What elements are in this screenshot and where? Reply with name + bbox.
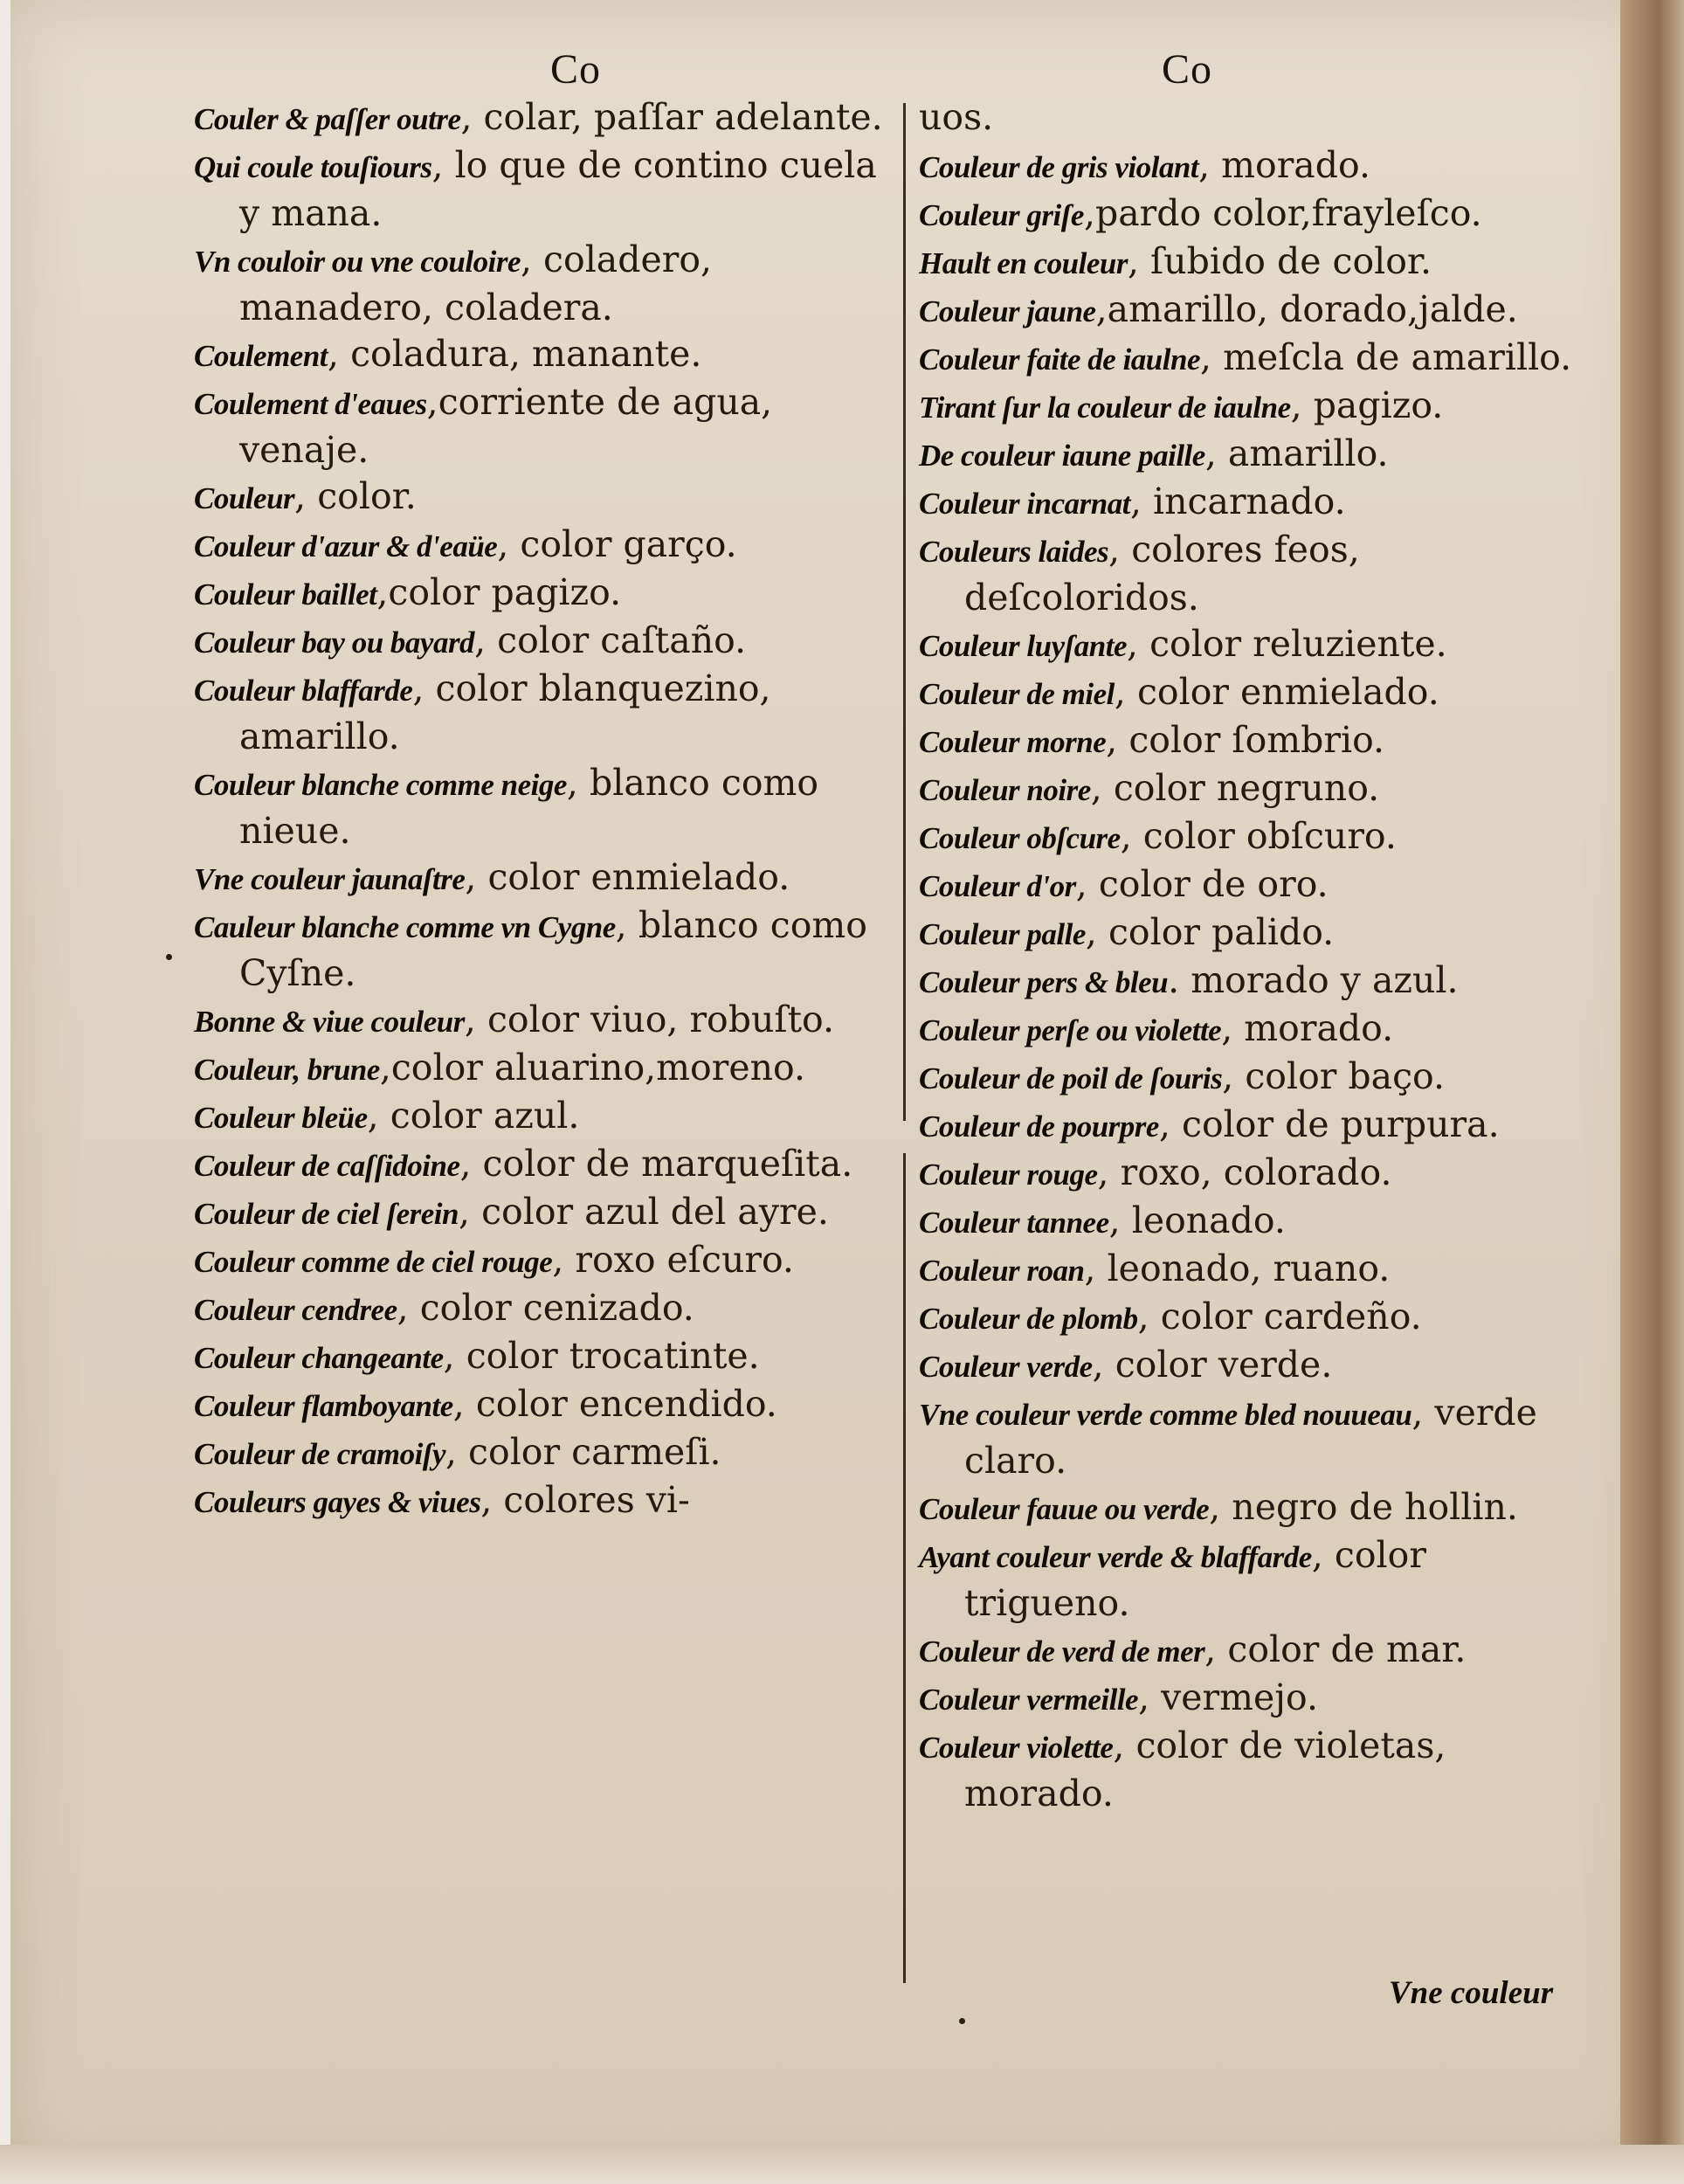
dictionary-entry bbox=[194, 522, 893, 570]
dictionary-entry bbox=[919, 909, 1602, 957]
dictionary-entry bbox=[194, 142, 893, 237]
dictionary-entry bbox=[194, 618, 893, 666]
entry-translation: , color trigueno. bbox=[964, 1534, 1426, 1624]
entry-translation: , color negruno. bbox=[1090, 767, 1380, 809]
entry-translation: , amarillo. bbox=[1204, 432, 1389, 474]
entry-translation: , morado. bbox=[1221, 1007, 1394, 1049]
dictionary-entry bbox=[919, 190, 1602, 238]
entry-translation: ,pardo color,frayleſco. bbox=[1083, 192, 1482, 234]
entry-translation: , meſcla de amarillo. bbox=[1200, 336, 1572, 378]
entry-translation: , lo que de contino cuela y mana. bbox=[239, 144, 877, 234]
dictionary-entry bbox=[919, 142, 1602, 190]
entry-term: Couleur de cramoiſy bbox=[194, 1437, 445, 1471]
entry-translation: , colar, paſſar adelante. bbox=[460, 96, 883, 138]
entry-translation: , verde claro. bbox=[964, 1392, 1537, 1482]
entry-translation: , color caſtaño. bbox=[474, 619, 747, 661]
dictionary-entry bbox=[194, 1093, 893, 1141]
entry-term: Couleur, brune bbox=[194, 1053, 380, 1087]
entry-translation: , color verde. bbox=[1092, 1344, 1333, 1386]
entry-term: Couleur d'or bbox=[919, 869, 1076, 903]
entry-term: Couleur tannee bbox=[919, 1206, 1109, 1240]
entry-term: Couleurs gayes & viues bbox=[194, 1485, 481, 1519]
entry-term: Couleur morne bbox=[919, 725, 1107, 759]
entry-term: Couleur luyſante bbox=[919, 629, 1128, 663]
entry-term: Couleur de verd de mer bbox=[919, 1635, 1205, 1669]
entry-translation: , color ſombrio. bbox=[1106, 719, 1385, 761]
entry-term: Couleur palle bbox=[919, 917, 1086, 951]
entry-term: Vne couleur jaunaſtre bbox=[194, 862, 466, 896]
dictionary-entry bbox=[919, 1723, 1602, 1817]
dictionary-entry bbox=[919, 1246, 1602, 1294]
right-column bbox=[919, 94, 1602, 1817]
dictionary-entry bbox=[919, 717, 1602, 765]
entry-term: Couleur flamboyante bbox=[194, 1389, 453, 1423]
dictionary-entry bbox=[919, 669, 1602, 717]
dictionary-entry bbox=[919, 861, 1602, 909]
entry-translation: , blanco como nieue. bbox=[239, 762, 819, 852]
dictionary-entry bbox=[919, 1294, 1602, 1342]
entry-term: Couleur de gris violant bbox=[919, 150, 1199, 184]
right-running-header: Co bbox=[1162, 46, 1213, 93]
entry-term: Coulement d'eaues bbox=[194, 387, 427, 421]
entry-term: Couleurs laides bbox=[919, 535, 1109, 569]
dictionary-entry bbox=[194, 1381, 893, 1429]
dictionary-entry bbox=[919, 957, 1602, 1006]
entry-term: Couleur changeante bbox=[194, 1341, 444, 1375]
dictionary-entry bbox=[919, 287, 1602, 335]
column-rule-upper bbox=[903, 103, 906, 1121]
left-running-header: Co bbox=[550, 46, 602, 93]
page-bottom-edge bbox=[0, 2145, 1684, 2184]
entry-term: Couleur blanche comme neige bbox=[194, 768, 567, 802]
entry-translation: , color de marqueſita. bbox=[459, 1143, 853, 1185]
entry-term: Couleur incarnat bbox=[919, 487, 1130, 521]
entry-translation: , color encendido. bbox=[452, 1383, 777, 1425]
entry-term: Qui coule touſiours bbox=[194, 150, 432, 184]
dictionary-entry bbox=[194, 1045, 893, 1093]
entry-translation: , color reluziente. bbox=[1127, 623, 1447, 665]
entry-translation: , color de mar. bbox=[1204, 1628, 1467, 1670]
entry-term: Couleur noire bbox=[919, 773, 1091, 807]
entry-translation: , pagizo. bbox=[1290, 384, 1444, 426]
catchword: Vne couleur bbox=[1389, 1975, 1554, 2011]
entry-term: Ayant couleur verde & blaffarde bbox=[919, 1540, 1312, 1574]
dictionary-entry bbox=[194, 854, 893, 902]
column-rule-lower bbox=[903, 1153, 906, 1983]
entry-translation: , color azul del ayre. bbox=[459, 1191, 829, 1233]
entry-term: Couleur baillet bbox=[194, 577, 377, 612]
entry-translation: , morado. bbox=[1198, 144, 1370, 186]
entry-term: Couleur de caſſidoine bbox=[194, 1149, 460, 1183]
entry-term: Cauleur blanche comme vn Cygne bbox=[194, 910, 616, 944]
dictionary-entry bbox=[919, 1006, 1602, 1054]
entry-term: Couleur pers & bleu bbox=[919, 965, 1169, 999]
entry-translation: ,amarillo, dorado,jalde. bbox=[1095, 288, 1518, 330]
entry-translation: , color de purpura. bbox=[1158, 1103, 1500, 1145]
entry-term: Couleur d'azur & d'eaüe bbox=[194, 529, 498, 563]
entry-term: Hault en couleur bbox=[919, 246, 1128, 280]
entry-translation: , vermejo. bbox=[1138, 1676, 1319, 1718]
entry-translation: ,color pagizo. bbox=[376, 571, 622, 613]
entry-term: Couleur de plomb bbox=[919, 1302, 1138, 1336]
entry-term: Couleur obſcure bbox=[919, 821, 1121, 855]
dictionary-entry bbox=[194, 1429, 893, 1477]
dictionary-entry bbox=[194, 902, 893, 997]
dictionary-entry bbox=[919, 1054, 1602, 1102]
dictionary-entry bbox=[919, 1102, 1602, 1150]
entry-term: Couleur verde bbox=[919, 1350, 1093, 1384]
entry-term: Couleur faite de iaulne bbox=[919, 342, 1200, 377]
entry-translation: , color garço. bbox=[497, 523, 737, 565]
entry-translation: , color palido. bbox=[1085, 911, 1335, 953]
entry-translation: ,corriente de agua, venaje. bbox=[239, 381, 773, 471]
entry-term: Couler & paſſer outre bbox=[194, 102, 461, 136]
entry-term: Couleur comme de ciel rouge bbox=[194, 1245, 553, 1279]
dictionary-entry bbox=[194, 473, 893, 522]
dictionary-entry bbox=[919, 238, 1602, 287]
entry-term: Couleur cendree bbox=[194, 1293, 397, 1327]
entry-translation: , color enmielado. bbox=[1114, 671, 1439, 713]
entry-term: Couleur griſe bbox=[919, 198, 1084, 232]
entry-translation: , colores feos, deſcoloridos. bbox=[964, 529, 1360, 619]
entry-term: Couleur blaffarde bbox=[194, 674, 413, 708]
entry-term: Coulement bbox=[194, 339, 328, 373]
entry-term: Couleur violette bbox=[919, 1731, 1114, 1765]
entry-translation: , color azul. bbox=[367, 1095, 580, 1137]
entry-term: Couleur de poil de ſouris bbox=[919, 1061, 1223, 1095]
dictionary-entry bbox=[919, 1532, 1602, 1627]
entry-translation: , color blanquezino, amarillo. bbox=[239, 667, 771, 757]
entry-term: Couleur bay ou bayard bbox=[194, 625, 475, 660]
entry-translation: , ſubido de color. bbox=[1127, 240, 1432, 282]
entry-term: Tirant ſur la couleur de iaulne bbox=[919, 390, 1291, 425]
dictionary-entry bbox=[919, 1342, 1602, 1390]
entry-translation: , color. bbox=[294, 475, 417, 517]
entry-translation: , roxo eſcuro. bbox=[552, 1239, 794, 1281]
dictionary-entry bbox=[194, 997, 893, 1045]
entry-term: Vne couleur verde comme bled nouueau bbox=[919, 1398, 1412, 1432]
entry-translation: , color de violetas, morado. bbox=[964, 1724, 1446, 1814]
dictionary-entry bbox=[919, 527, 1602, 621]
dictionary-entry bbox=[194, 1189, 893, 1237]
dictionary-entry bbox=[194, 1477, 893, 1525]
entry-term: Couleur fauue ou verde bbox=[919, 1492, 1210, 1526]
entry-translation: , color viuo, robuſto. bbox=[464, 999, 835, 1040]
entry-term: Vn couloir ou vne couloire bbox=[194, 245, 521, 279]
ink-speck bbox=[959, 2018, 965, 2024]
entry-term: De couleur iaune paille bbox=[919, 439, 1205, 473]
entry-translation: ,color aluarino,moreno. bbox=[379, 1047, 805, 1089]
entry-term: Couleur perſe ou violette bbox=[919, 1013, 1222, 1047]
entry-term: Couleur bbox=[194, 481, 295, 515]
dictionary-entry bbox=[194, 666, 893, 760]
entry-term: Couleur de miel bbox=[919, 677, 1115, 711]
entry-translation: , blanco como Cyſne. bbox=[239, 904, 867, 994]
dictionary-entry bbox=[919, 335, 1602, 383]
entry-term: Couleur bleüe bbox=[194, 1101, 368, 1135]
dictionary-entry bbox=[919, 383, 1602, 431]
entry-translation: uos. bbox=[919, 96, 994, 138]
dictionary-entry bbox=[919, 1675, 1602, 1723]
dictionary-entry bbox=[194, 331, 893, 379]
entry-translation: , negro de hollin. bbox=[1209, 1486, 1518, 1528]
entry-translation: , leonado. bbox=[1108, 1199, 1286, 1241]
dictionary-entry bbox=[919, 479, 1602, 527]
dictionary-entry bbox=[194, 237, 893, 331]
entry-translation: , color enmielado. bbox=[465, 856, 790, 898]
dictionary-entry bbox=[919, 1150, 1602, 1198]
entry-translation: , color de oro. bbox=[1075, 863, 1329, 905]
entry-translation: , coladura, manante. bbox=[328, 333, 702, 375]
dictionary-entry bbox=[919, 1627, 1602, 1675]
dictionary-entry bbox=[194, 1285, 893, 1333]
entry-term: Couleur de ciel ſerein bbox=[194, 1197, 459, 1231]
entry-translation: , leonado, ruano. bbox=[1084, 1248, 1391, 1289]
dictionary-entry bbox=[194, 379, 893, 473]
entry-term: Couleur rouge bbox=[919, 1158, 1098, 1192]
dictionary-entry bbox=[194, 1333, 893, 1381]
entry-translation: , coladero, manadero, coladera. bbox=[239, 238, 713, 328]
entry-translation: , incarnado. bbox=[1129, 480, 1346, 522]
entry-term: Couleur jaune bbox=[919, 294, 1096, 328]
dictionary-entry bbox=[194, 1237, 893, 1285]
entry-term: Couleur de pourpre bbox=[919, 1109, 1159, 1144]
dictionary-entry bbox=[919, 813, 1602, 861]
dictionary-entry bbox=[919, 94, 1602, 142]
entry-translation: , roxo, colorado. bbox=[1097, 1151, 1392, 1193]
entry-term: Couleur vermeille bbox=[919, 1683, 1139, 1717]
dictionary-entry bbox=[194, 94, 893, 142]
ink-speck bbox=[166, 954, 172, 960]
dictionary-entry bbox=[919, 1198, 1602, 1246]
left-column bbox=[194, 94, 893, 1525]
dictionary-entry bbox=[919, 431, 1602, 479]
book-spine bbox=[1620, 0, 1684, 2184]
entry-term: Couleur roan bbox=[919, 1254, 1085, 1288]
entry-translation: , color trocatinte. bbox=[443, 1335, 760, 1377]
entry-translation: , color cardeño. bbox=[1137, 1296, 1422, 1337]
entry-translation: . morado y azul. bbox=[1168, 959, 1459, 1001]
dictionary-entry bbox=[919, 1484, 1602, 1532]
entry-translation: , color carmeſi. bbox=[445, 1431, 721, 1473]
dictionary-entry bbox=[919, 765, 1602, 813]
dictionary-entry bbox=[194, 1141, 893, 1189]
dictionary-entry bbox=[194, 570, 893, 618]
entry-term: Bonne & viue couleur bbox=[194, 1005, 465, 1039]
entry-translation: , color cenizado. bbox=[397, 1287, 694, 1329]
entry-translation: , color baço. bbox=[1222, 1055, 1446, 1097]
dictionary-entry bbox=[194, 760, 893, 854]
dictionary-entry bbox=[919, 1390, 1602, 1484]
dictionary-entry bbox=[919, 621, 1602, 669]
entry-translation: , color obſcuro. bbox=[1120, 815, 1397, 857]
entry-translation: , colores vi- bbox=[480, 1479, 690, 1521]
